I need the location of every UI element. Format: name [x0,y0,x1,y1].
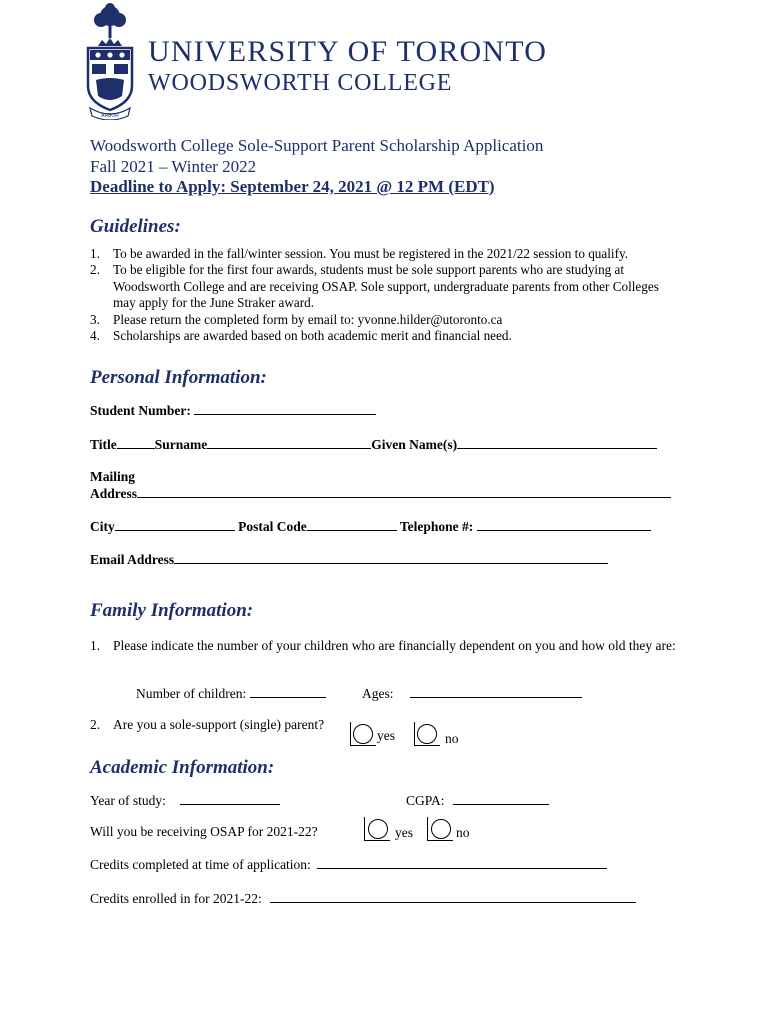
city-field[interactable] [115,518,235,531]
credits-completed-row [90,856,607,873]
ages-row [362,685,582,702]
title-field[interactable] [117,436,155,449]
application-deadline: Deadline to Apply: September 24, 2021 @ 12 PM (EDT) [90,177,495,196]
osap-no-radio[interactable] [431,819,451,839]
postal-code-field[interactable] [307,518,397,531]
list-item: 1. To be awarded in the fall/winter session. You must be registered in the 2021/22 session to qualify. [90,246,629,261]
college-name: WOODSWORTH COLLEGE [148,70,453,96]
year-row [90,792,280,809]
sole-support-yes-radio[interactable] [353,724,373,744]
name-row [90,436,657,453]
osap-yes-label: yes [395,825,413,840]
city-row [90,518,651,535]
year-label: Year of study: [90,793,166,808]
given-names-field[interactable] [457,436,657,449]
student-number-field[interactable] [194,402,376,415]
postal-code-label: Postal Code [234,519,307,534]
children-row [136,685,326,702]
email-field[interactable] [174,551,608,564]
family-q1-num: 1. [90,638,101,653]
application-term: Fall 2021 – Winter 2022 [90,157,257,176]
email-row [90,551,608,568]
osap-yes-radio[interactable] [368,819,388,839]
sole-support-yes-label: yes [377,728,395,743]
sole-support-no-label: no [445,731,459,746]
email-label: Email Address [90,552,175,567]
children-field[interactable] [250,685,326,698]
list-item: 4. Scholarships are awarded based on both academic merit and financial need. [90,328,512,344]
city-label: City [90,519,115,534]
family-q1-text: Please indicate the number of your children who are financially dependent on you and how old they are: [113,638,676,653]
credits-completed-label: Credits completed at time of application: [90,857,311,872]
sole-support-no-radio[interactable] [417,724,437,744]
address-field[interactable] [137,485,671,498]
year-field[interactable] [180,792,280,805]
list-item: 3. Please return the completed form by email to: yvonne.hilder@utoronto.ca [90,311,503,327]
ages-label: Ages: [362,686,394,701]
mailing-label: Mailing [90,469,136,484]
academic-info-heading: Academic Information: [90,757,275,778]
telephone-label: Telephone #: [396,519,477,534]
telephone-field[interactable] [477,518,651,531]
ages-field[interactable] [410,685,582,698]
guidelines-list [90,246,690,344]
osap-label: Will you be receiving OSAP for 2021-22? [90,824,318,839]
given-names-label: Given Name(s) [371,437,458,452]
student-number-row [90,402,376,419]
address-row [90,485,671,502]
family-q2-num: 2. [90,717,101,732]
title-label: Title [90,437,117,452]
credits-completed-field[interactable] [317,856,607,869]
credits-enrolled-row [90,890,636,907]
cgpa-field[interactable] [453,792,549,805]
credits-enrolled-field[interactable] [270,890,636,903]
credits-enrolled-label: Credits enrolled in for 2021-22: [90,891,262,906]
crest-motto: ARBOR [101,113,119,119]
family-q2-text: Are you a sole-support (single) parent? [113,717,325,732]
address-label: Address [90,486,138,501]
list-item: 2. To be eligible for the first four awards, students must be sole support parents who are studying at Woodsworth College and are receiving OSAP. Sole support, undergraduate parents from other Colleges may apply for the June Straker award. [90,262,659,311]
children-label: Number of children: [136,686,250,701]
student-number-label: Student Number: [90,403,195,418]
surname-field[interactable] [207,436,371,449]
guidelines-heading: Guidelines: [90,216,181,237]
university-crest [82,2,138,120]
osap-no-label: no [456,825,470,840]
university-name: UNIVERSITY OF TORONTO [148,35,548,68]
cgpa-label: CGPA: [406,793,445,808]
family-info-heading: Family Information: [90,600,254,621]
cgpa-row [406,792,549,809]
surname-label: Surname [154,437,208,452]
personal-info-heading: Personal Information: [90,367,267,388]
application-title: Woodsworth College Sole-Support Parent Scholarship Application [90,136,544,155]
